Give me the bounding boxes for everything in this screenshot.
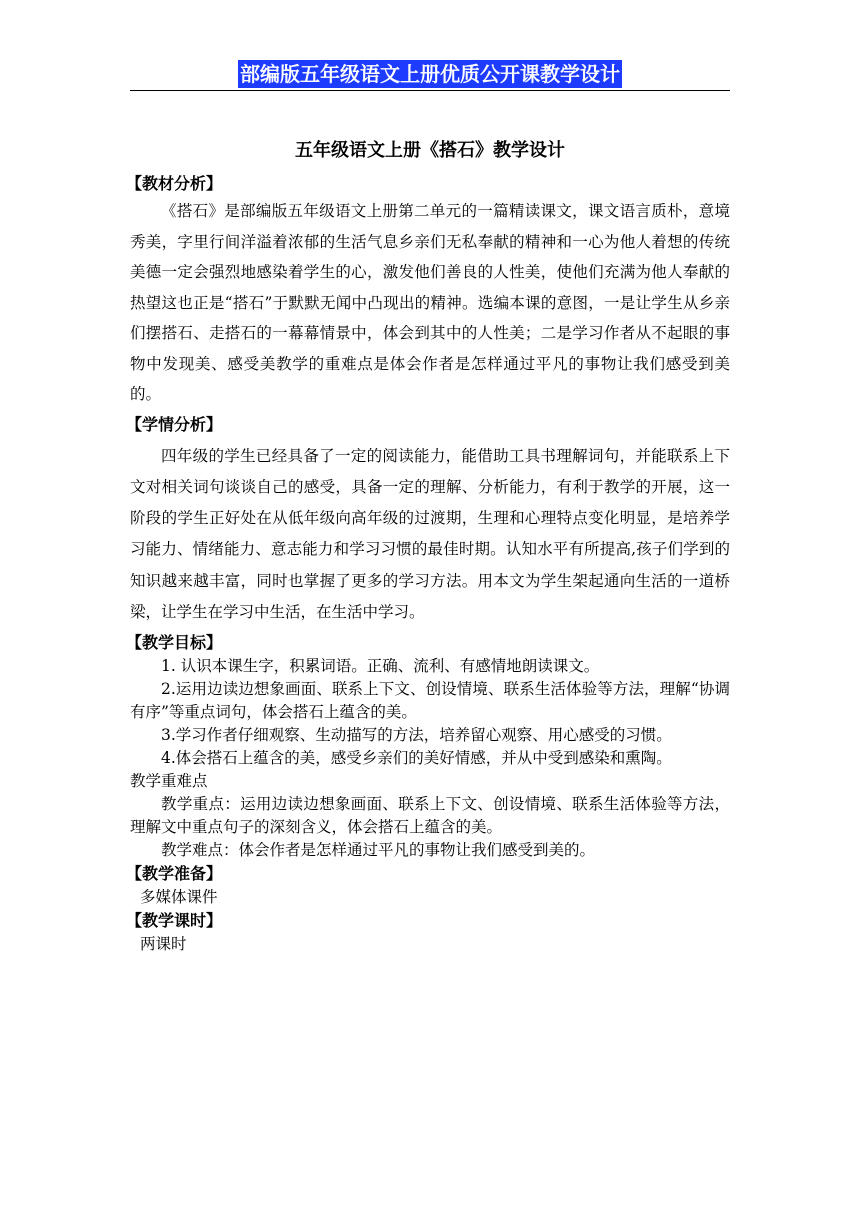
section-heading-material: 【教材分析】 (126, 174, 223, 193)
key-difficulty-heading: 教学重难点 (130, 772, 208, 791)
hours-text: 两课时 (140, 935, 187, 954)
section-heading-students: 【学情分析】 (126, 414, 223, 434)
student-analysis-text: 四年级的学生已经具备了一定的阅读能力，能借助工具书理解词句，并能联系上下文对相关词句谈谈自己的感受，具备一定的理解、分析能力，有利于教学的开展，这一阶段的学生正好处在从低年级向高年级的过渡期，生理和心理特点变化明显，是培养学习能力、情绪能力、意志能力和学习习惯的最佳时期。认知水平有所提高,孩子们学到的知识越来越丰富，同时也掌握了更多的学习方法。用本文为学生架起通向生活的一道桥梁，让学生在学习中生活，在生活中学习。 (130, 446, 730, 621)
goal-item: 2.运用边读边想象画面、联系上下文、创设情境、联系生活体验等方法，理解“协调有序”等重点词句，体会搭石上蕴含的美。 (130, 680, 730, 722)
material-analysis-text: 《搭石》是部编版五年级语文上册第二单元的一篇精读课文，课文语言质朴，意境秀美，字里行间洋溢着浓郁的生活气息乡亲们无私奉献的精神和一心为他人着想的传统美德一定会强烈地感染着学生的心，激发他们善良的人性美，使他们充满为他人奉献的热望这也正是“搭石”于默默无闻中凸现出的精神。选编本课的意图，一是让学生从乡亲们摆搭石、走搭石的一幕幕情景中，体会到其中的人性美；二是学习作者从不起眼的事物中发现美、感受美教学的重难点是体会作者是怎样通过平凡的事物让我们感受到美的。 (130, 202, 730, 403)
section-heading-goals: 【教学目标】 (126, 633, 223, 653)
section-heading-hours: 【教学课时】 (126, 911, 223, 931)
document-body (126, 172, 730, 956)
goal-item: 4.体会搭石上蕴含的美，感受乡亲们的美好情感，并从中受到感染和熏陶。 (161, 749, 672, 768)
goal-item: 1. 认识本课生字，积累词语。正确、流利、有感情地朗读课文。 (161, 657, 600, 676)
header-rule (130, 90, 730, 91)
page-header (130, 60, 730, 88)
difficulty-text: 教学难点：体会作者是怎样通过平凡的事物让我们感受到美的。 (161, 841, 596, 860)
header-title: 部编版五年级语文上册优质公开课教学设计 (240, 62, 620, 86)
key-point-text: 教学重点：运用边读边想象画面、联系上下文、创设情境、联系生活体验等方法，理解文中重点句子的深刻含义，体会搭石上蕴含的美。 (130, 795, 730, 837)
document-title: 五年级语文上册《搭石》教学设计 (295, 140, 565, 161)
prep-text: 多媒体课件 (140, 888, 218, 907)
goal-item: 3.学习作者仔细观察、生动描写的方法，培养留心观察、用心感受的习惯。 (161, 726, 672, 745)
section-heading-prep: 【教学准备】 (126, 864, 223, 884)
